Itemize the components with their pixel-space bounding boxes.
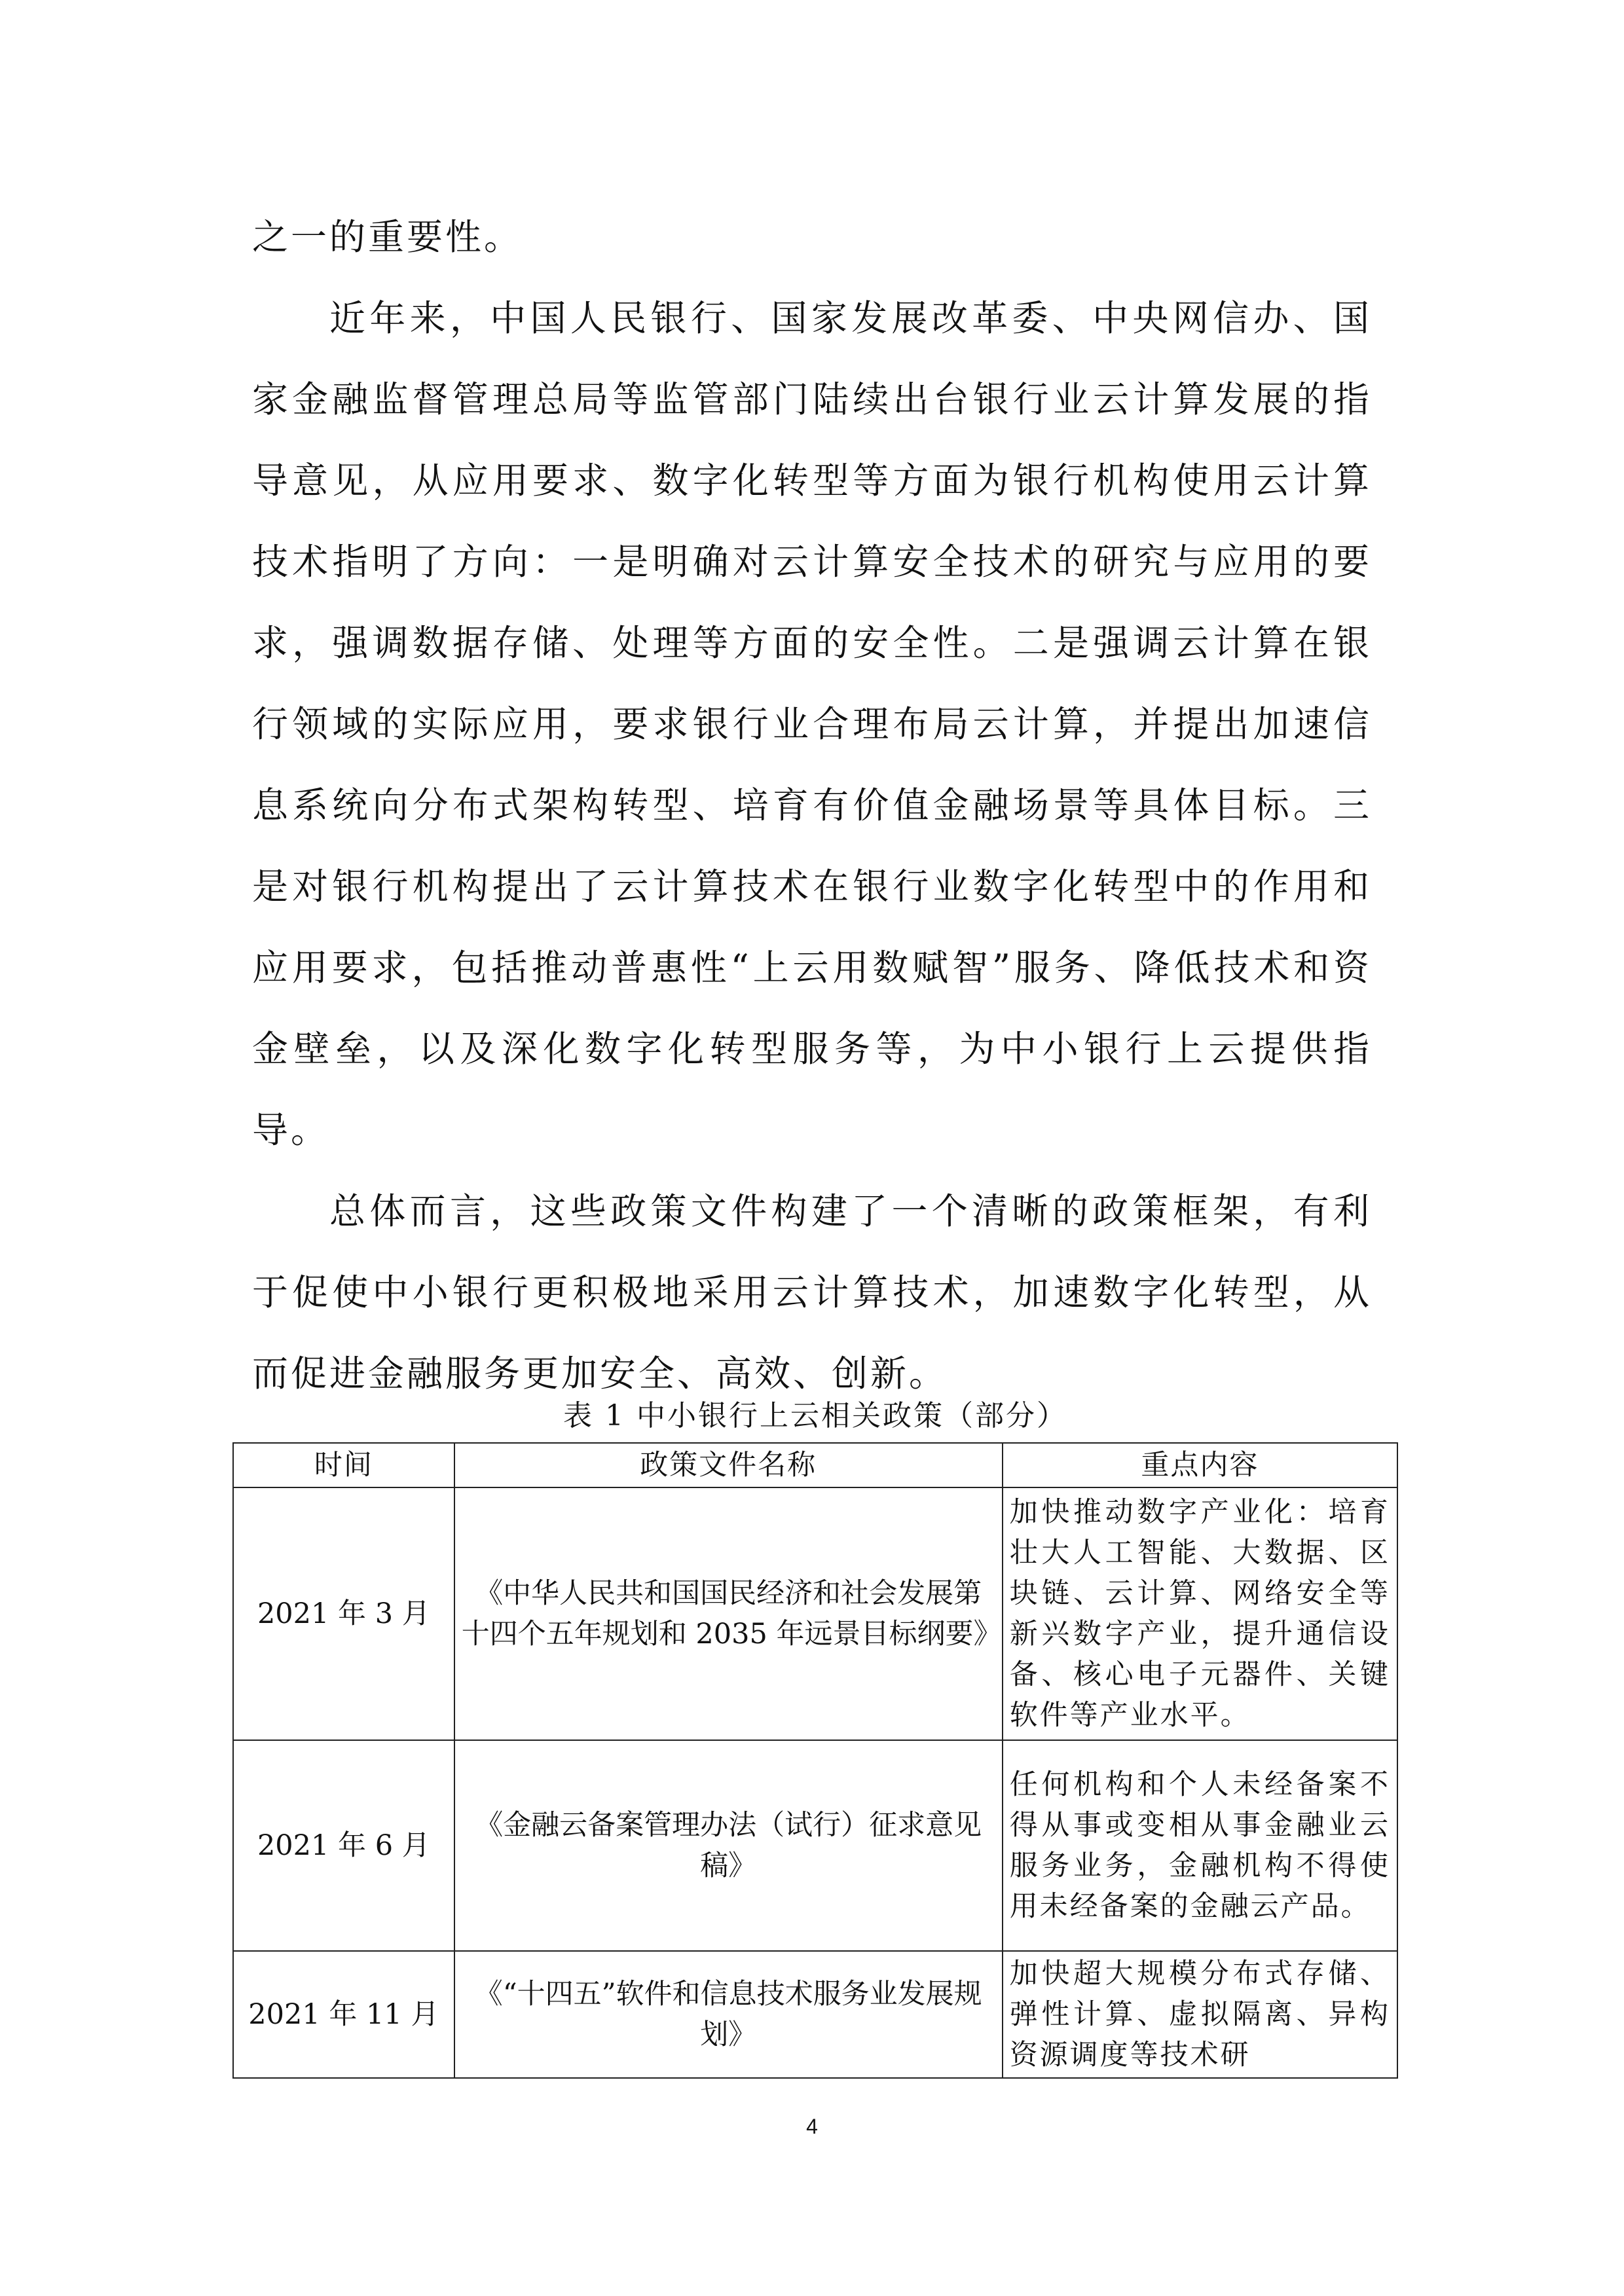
header-time: 时间 [233, 1443, 454, 1487]
cell-key-content: 任何机构和个人未经备案不得从事或变相从事金融业云服务业务，金融机构不得使用未经备案的金融云产品。 [1003, 1740, 1397, 1951]
table-row [233, 1951, 1397, 2078]
header-policy-name: 政策文件名称 [454, 1443, 1003, 1487]
policy-table [232, 1442, 1398, 2079]
cell-policy-name: 《“十四五”软件和信息技术服务业发展规划》 [454, 1951, 1003, 2078]
body-paragraph-continuation [252, 196, 1372, 278]
table-caption: 表 1 中小银行上云相关政策（部分） [563, 1399, 1067, 1432]
cell-time: 2021 年 6 月 [233, 1740, 454, 1951]
cell-time: 2021 年 11 月 [233, 1951, 454, 2078]
paragraph-text: 之一的重要性。 [252, 216, 523, 258]
cell-policy-name: 《中华人民共和国国民经济和社会发展第十四个五年规划和 2035 年远景目标纲要》 [454, 1487, 1003, 1740]
table-row [233, 1487, 1397, 1740]
cell-policy-name: 《金融云备案管理办法（试行）征求意见稿》 [454, 1740, 1003, 1951]
body-paragraph-summary [252, 1171, 1372, 1414]
paragraph-text: 总体而言，这些政策文件构建了一个清晰的政策框架，有利于促使中小银行更积极地采用云计算技术，加速数字化转型，从而促进金融服务更加安全、高效、创新。 [252, 1190, 1372, 1394]
header-key-content: 重点内容 [1003, 1443, 1397, 1487]
table-row [233, 1740, 1397, 1951]
page-number: 4 [806, 2115, 818, 2138]
body-paragraph-policy-overview [252, 278, 1372, 1171]
paragraph-text: 近年来，中国人民银行、国家发展改革委、中央网信办、国家金融监督管理总局等监管部门陆续出台银行业云计算发展的指导意见，从应用要求、数字化转型等方面为银行机构使用云计算技术指明了方向：一是明确对云计算安全技术的研究与应用的要求，强调数据存储、处理等方面的安全性。二是强调云计算在银行领域的实际应用，要求银行业合理布局云计算，并提出加速信息系统向分布式架构转型、培育有价值金融场景等具体目标。三是对银行机构提出了云计算技术在银行业数字化转型中的作用和应用要求，包括推动普惠性“上云用数赋智”服务、降低技术和资金壁垒，以及深化数字化转型服务等，为中小银行上云提供指导。 [252, 297, 1372, 1151]
cell-key-content: 加快超大规模分布式存储、弹性计算、虚拟隔离、异构资源调度等技术研 [1003, 1951, 1397, 2078]
table-header-row [233, 1443, 1397, 1487]
cell-key-content: 加快推动数字产业化：培育壮大人工智能、大数据、区块链、云计算、网络安全等新兴数字产业，提升通信设备、核心电子元器件、关键软件等产业水平。 [1003, 1487, 1397, 1740]
cell-time: 2021 年 3 月 [233, 1487, 454, 1740]
